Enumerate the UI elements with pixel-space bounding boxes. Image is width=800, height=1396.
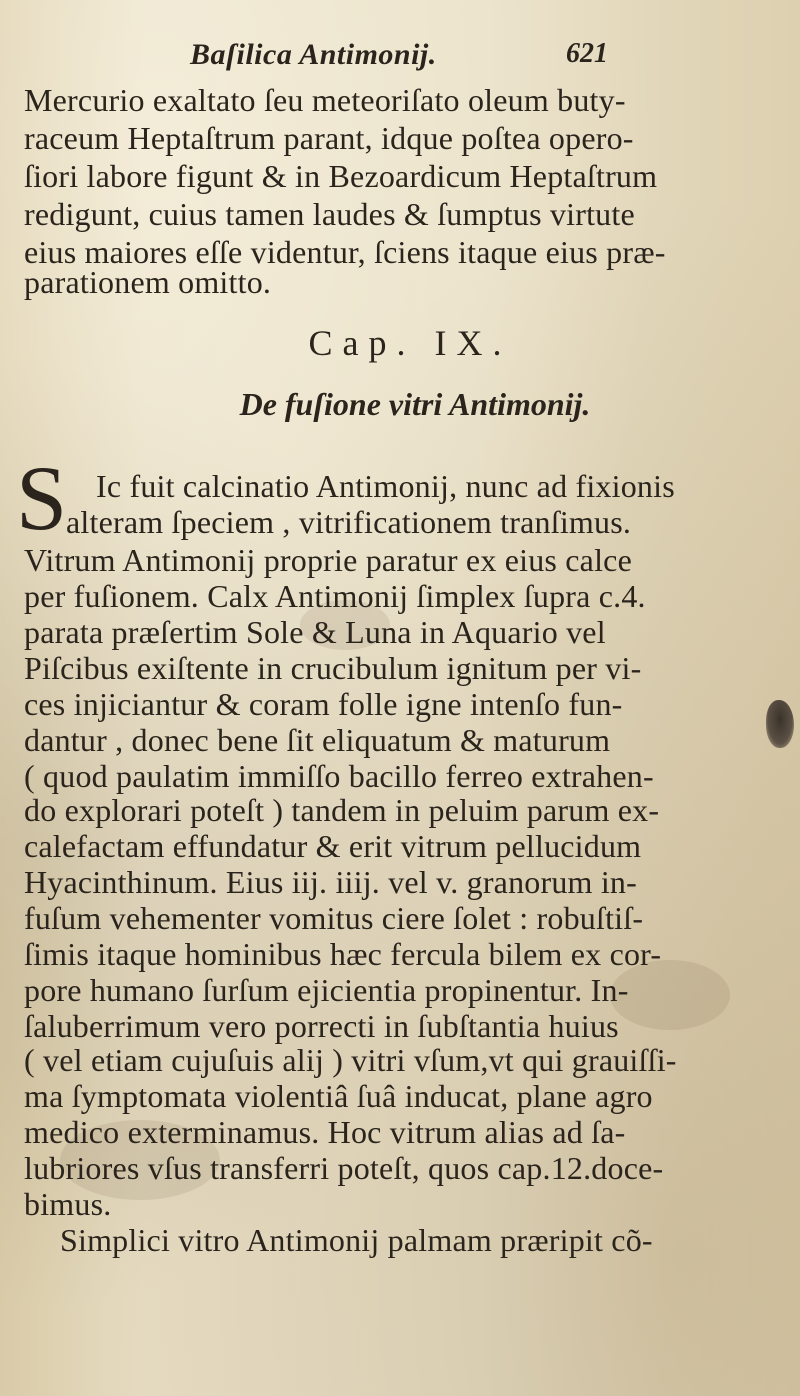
text-line: ( quod paulatim immiſſo bacillo ferreo extrahen- [24,758,654,794]
text-line: calefactam effundatur & erit vitrum pellucidum [24,828,642,864]
text-line: Mercurio exaltato ſeu meteoriſato oleum buty- [24,82,626,118]
text-line: alteram ſpeciem , vitrificationem tranſimus. [66,504,632,540]
text-line: ſaluberrimum vero porrecti in ſubſtantia huius [24,1008,619,1044]
text-line: fuſum vehementer vomitus ciere ſolet : robuſtiſ- [24,900,644,936]
text-line: ſiori labore figunt & in Bezoardicum Heptaſtrum [24,158,658,194]
running-head [0,38,800,78]
text-line: ſimis itaque hominibus hæc fercula bilem ex cor- [24,936,662,972]
page-number: 621 [566,38,608,69]
text-line: eius maiores eſſe videntur, ſciens itaque eius præ- [24,234,666,270]
text-line: parationem omitto. [24,264,272,300]
text-line: Vitrum Antimonij proprie paratur ex eius calce [24,542,632,578]
running-head-title: Baſilica Antimonij. [190,38,437,71]
text-line: redigunt, cuius tamen laudes & ſumptus virtute [24,196,635,232]
ink-blot [766,700,794,748]
drop-capital: S [16,447,68,549]
text-line: parata præſertim Sole & Luna in Aquario vel [24,614,606,650]
text-line: do explorari poteſt ) tandem in peluim parum ex- [24,792,660,828]
text-line: Simplici vitro Antimonij palmam præripit cõ- [60,1222,653,1258]
text-line: lubriores vſus transferri poteſt, quos cap.12.doce- [24,1150,664,1186]
text-line: ( vel etiam cujuſuis alij ) vitri vſum,vt qui grauiſſi- [24,1042,677,1078]
text-line: ma ſymptomata violentiâ ſuâ inducat, plane agro [24,1078,653,1114]
text-line: raceum Heptaſtrum parant, idque poſtea opero- [24,120,634,156]
text-line: medico exterminamus. Hoc vitrum alias ad ſa- [24,1114,626,1150]
text-line: dantur , donec bene ſit eliquatum & maturum [24,722,611,758]
chapter-title: De fuſione vitri Antimonij. [239,386,591,422]
text-line: Ic fuit calcinatio Antimonij, nunc ad fixionis [96,468,675,504]
text-line: bimus. [24,1186,112,1222]
chapter-heading: Cap. IX. [308,323,512,363]
text-line: pore humano ſurſum ejicientia propinentur. In- [24,972,629,1008]
text-line: per fuſionem. Calx Antimonij ſimplex ſupra c.4. [24,578,646,614]
text-line: ces injiciantur & coram folle igne intenſo fun- [24,686,623,722]
text-line: Piſcibus exiſtente in crucibulum ignitum per vi- [24,650,642,686]
text-line: Hyacinthinum. Eius iij. iiij. vel v. granorum in- [24,864,637,900]
